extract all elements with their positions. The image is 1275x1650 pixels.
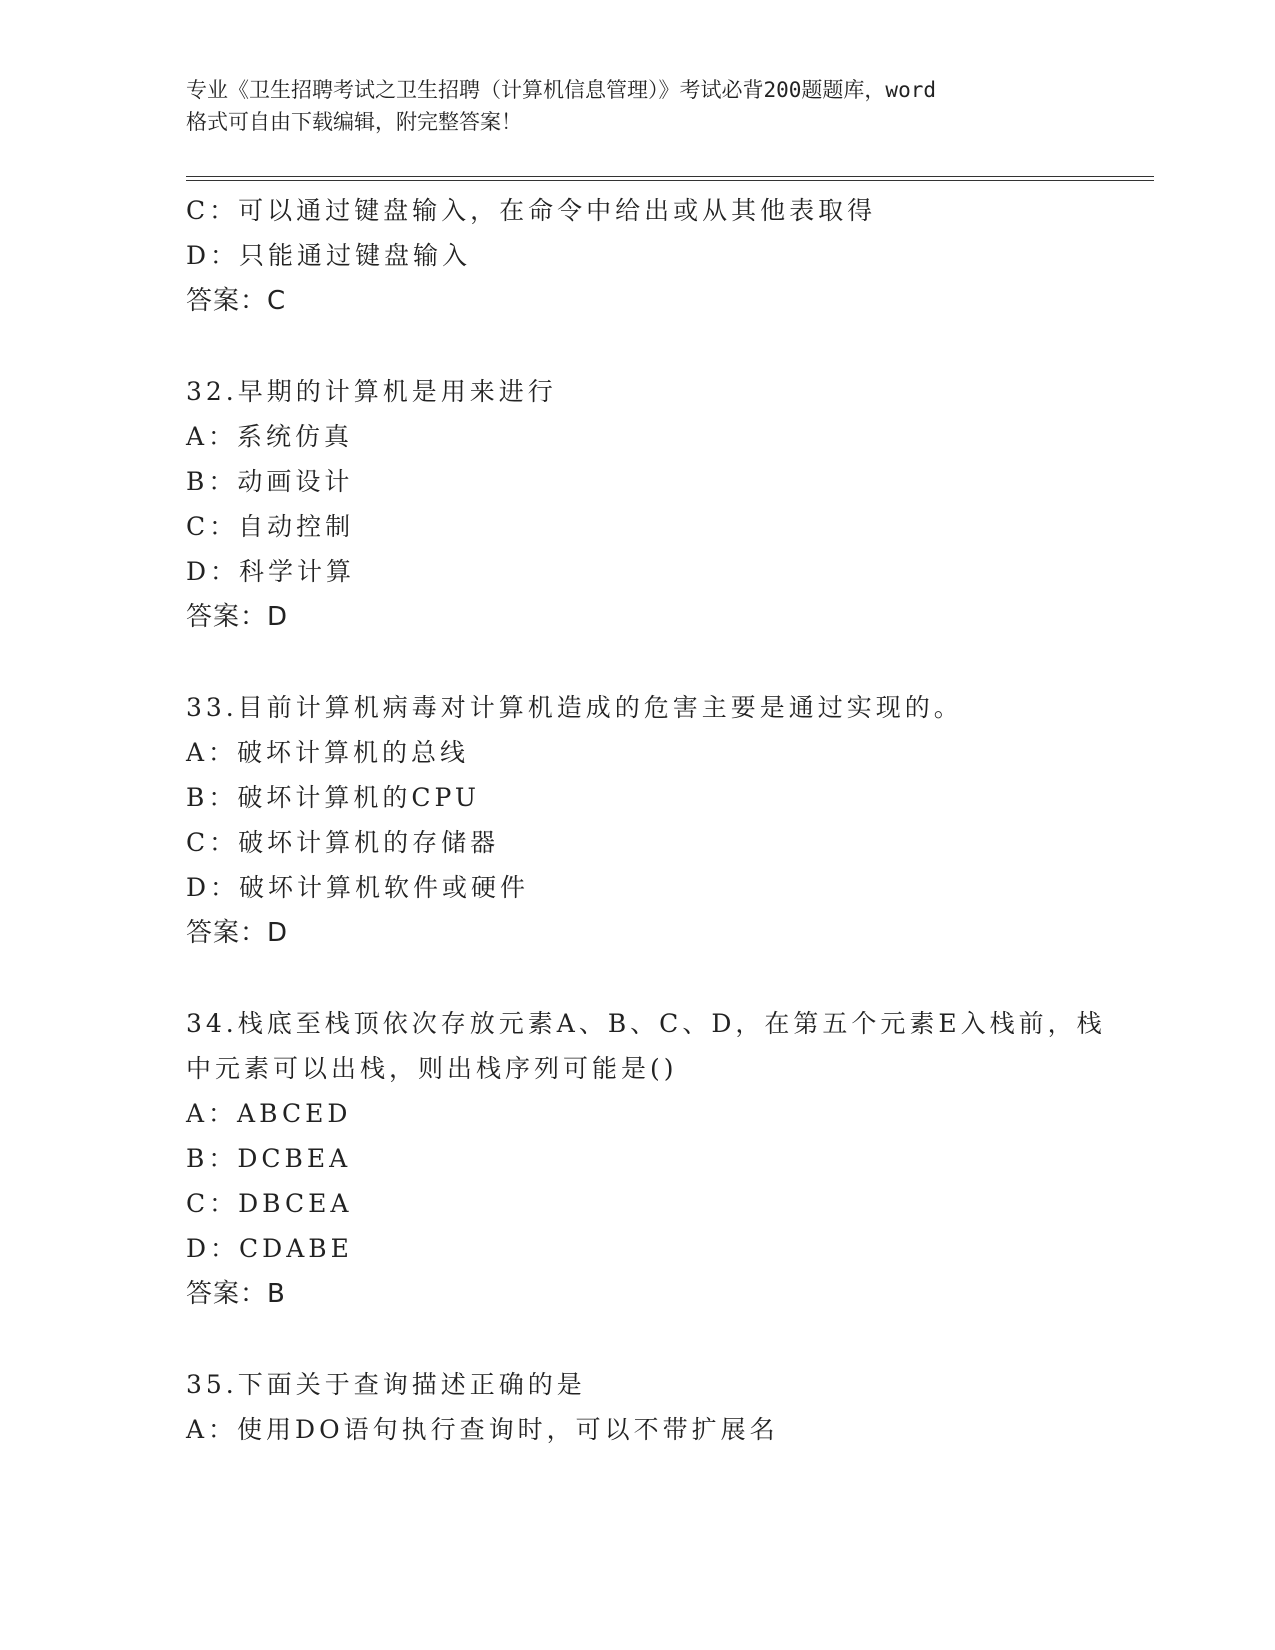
question-31 bbox=[186, 188, 1086, 324]
question-stem: 33.目前计算机病毒对计算机造成的危害主要是通过实现的。 bbox=[186, 693, 963, 722]
option-a: A：使用DO语句执行查询时，可以不带扩展名 bbox=[186, 1415, 779, 1444]
question-stem-line-1: 34.栈底至栈顶依次存放元素A、B、C、D，在第五个元素E入栈前，栈 bbox=[186, 1009, 1106, 1038]
question-stem: 32.早期的计算机是用来进行 bbox=[186, 377, 557, 406]
option-c: C：DBCEA bbox=[186, 1189, 353, 1218]
answer: 答案：B bbox=[186, 1279, 286, 1309]
option-d: D：只能通过键盘输入 bbox=[186, 241, 472, 270]
header-divider bbox=[186, 176, 1154, 181]
option-a: A：系统仿真 bbox=[186, 422, 354, 451]
option-b: B：破坏计算机的CPU bbox=[186, 783, 480, 812]
question-stem-line-2: 中元素可以出栈，则出栈序列可能是() bbox=[186, 1054, 678, 1083]
question-33 bbox=[186, 685, 1086, 956]
header-title-line-1: 专业《卫生招聘考试之卫生招聘（计算机信息管理）》考试必背200题题库，word bbox=[186, 78, 936, 102]
option-c: C：可以通过键盘输入，在命令中给出或从其他表取得 bbox=[186, 196, 877, 225]
question-32 bbox=[186, 369, 1086, 640]
question-list bbox=[186, 188, 1106, 1452]
option-b: B：动画设计 bbox=[186, 467, 354, 496]
option-d: D：CDABE bbox=[186, 1234, 353, 1263]
answer: 答案：D bbox=[186, 918, 289, 948]
question-spacer bbox=[186, 956, 1086, 1001]
document-header bbox=[186, 74, 1086, 138]
option-b: B：DCBEA bbox=[186, 1144, 352, 1173]
answer: 答案：C bbox=[186, 286, 287, 316]
option-d: D：破坏计算机软件或硬件 bbox=[186, 873, 530, 902]
question-spacer bbox=[186, 640, 1086, 685]
question-stem: 35.下面关于查询描述正确的是 bbox=[186, 1370, 586, 1399]
option-d: D：科学计算 bbox=[186, 557, 356, 586]
question-35 bbox=[186, 1362, 1086, 1452]
answer: 答案：D bbox=[186, 602, 289, 632]
option-c: C：自动控制 bbox=[186, 512, 355, 541]
header-title-line-2: 格式可自由下载编辑，附完整答案！ bbox=[186, 110, 522, 134]
option-c: C：破坏计算机的存储器 bbox=[186, 828, 500, 857]
option-a: A：破坏计算机的总线 bbox=[186, 738, 470, 767]
option-a: A：ABCED bbox=[186, 1099, 352, 1128]
question-spacer bbox=[186, 1317, 1086, 1362]
question-34 bbox=[186, 1001, 1106, 1317]
question-spacer bbox=[186, 324, 1086, 369]
